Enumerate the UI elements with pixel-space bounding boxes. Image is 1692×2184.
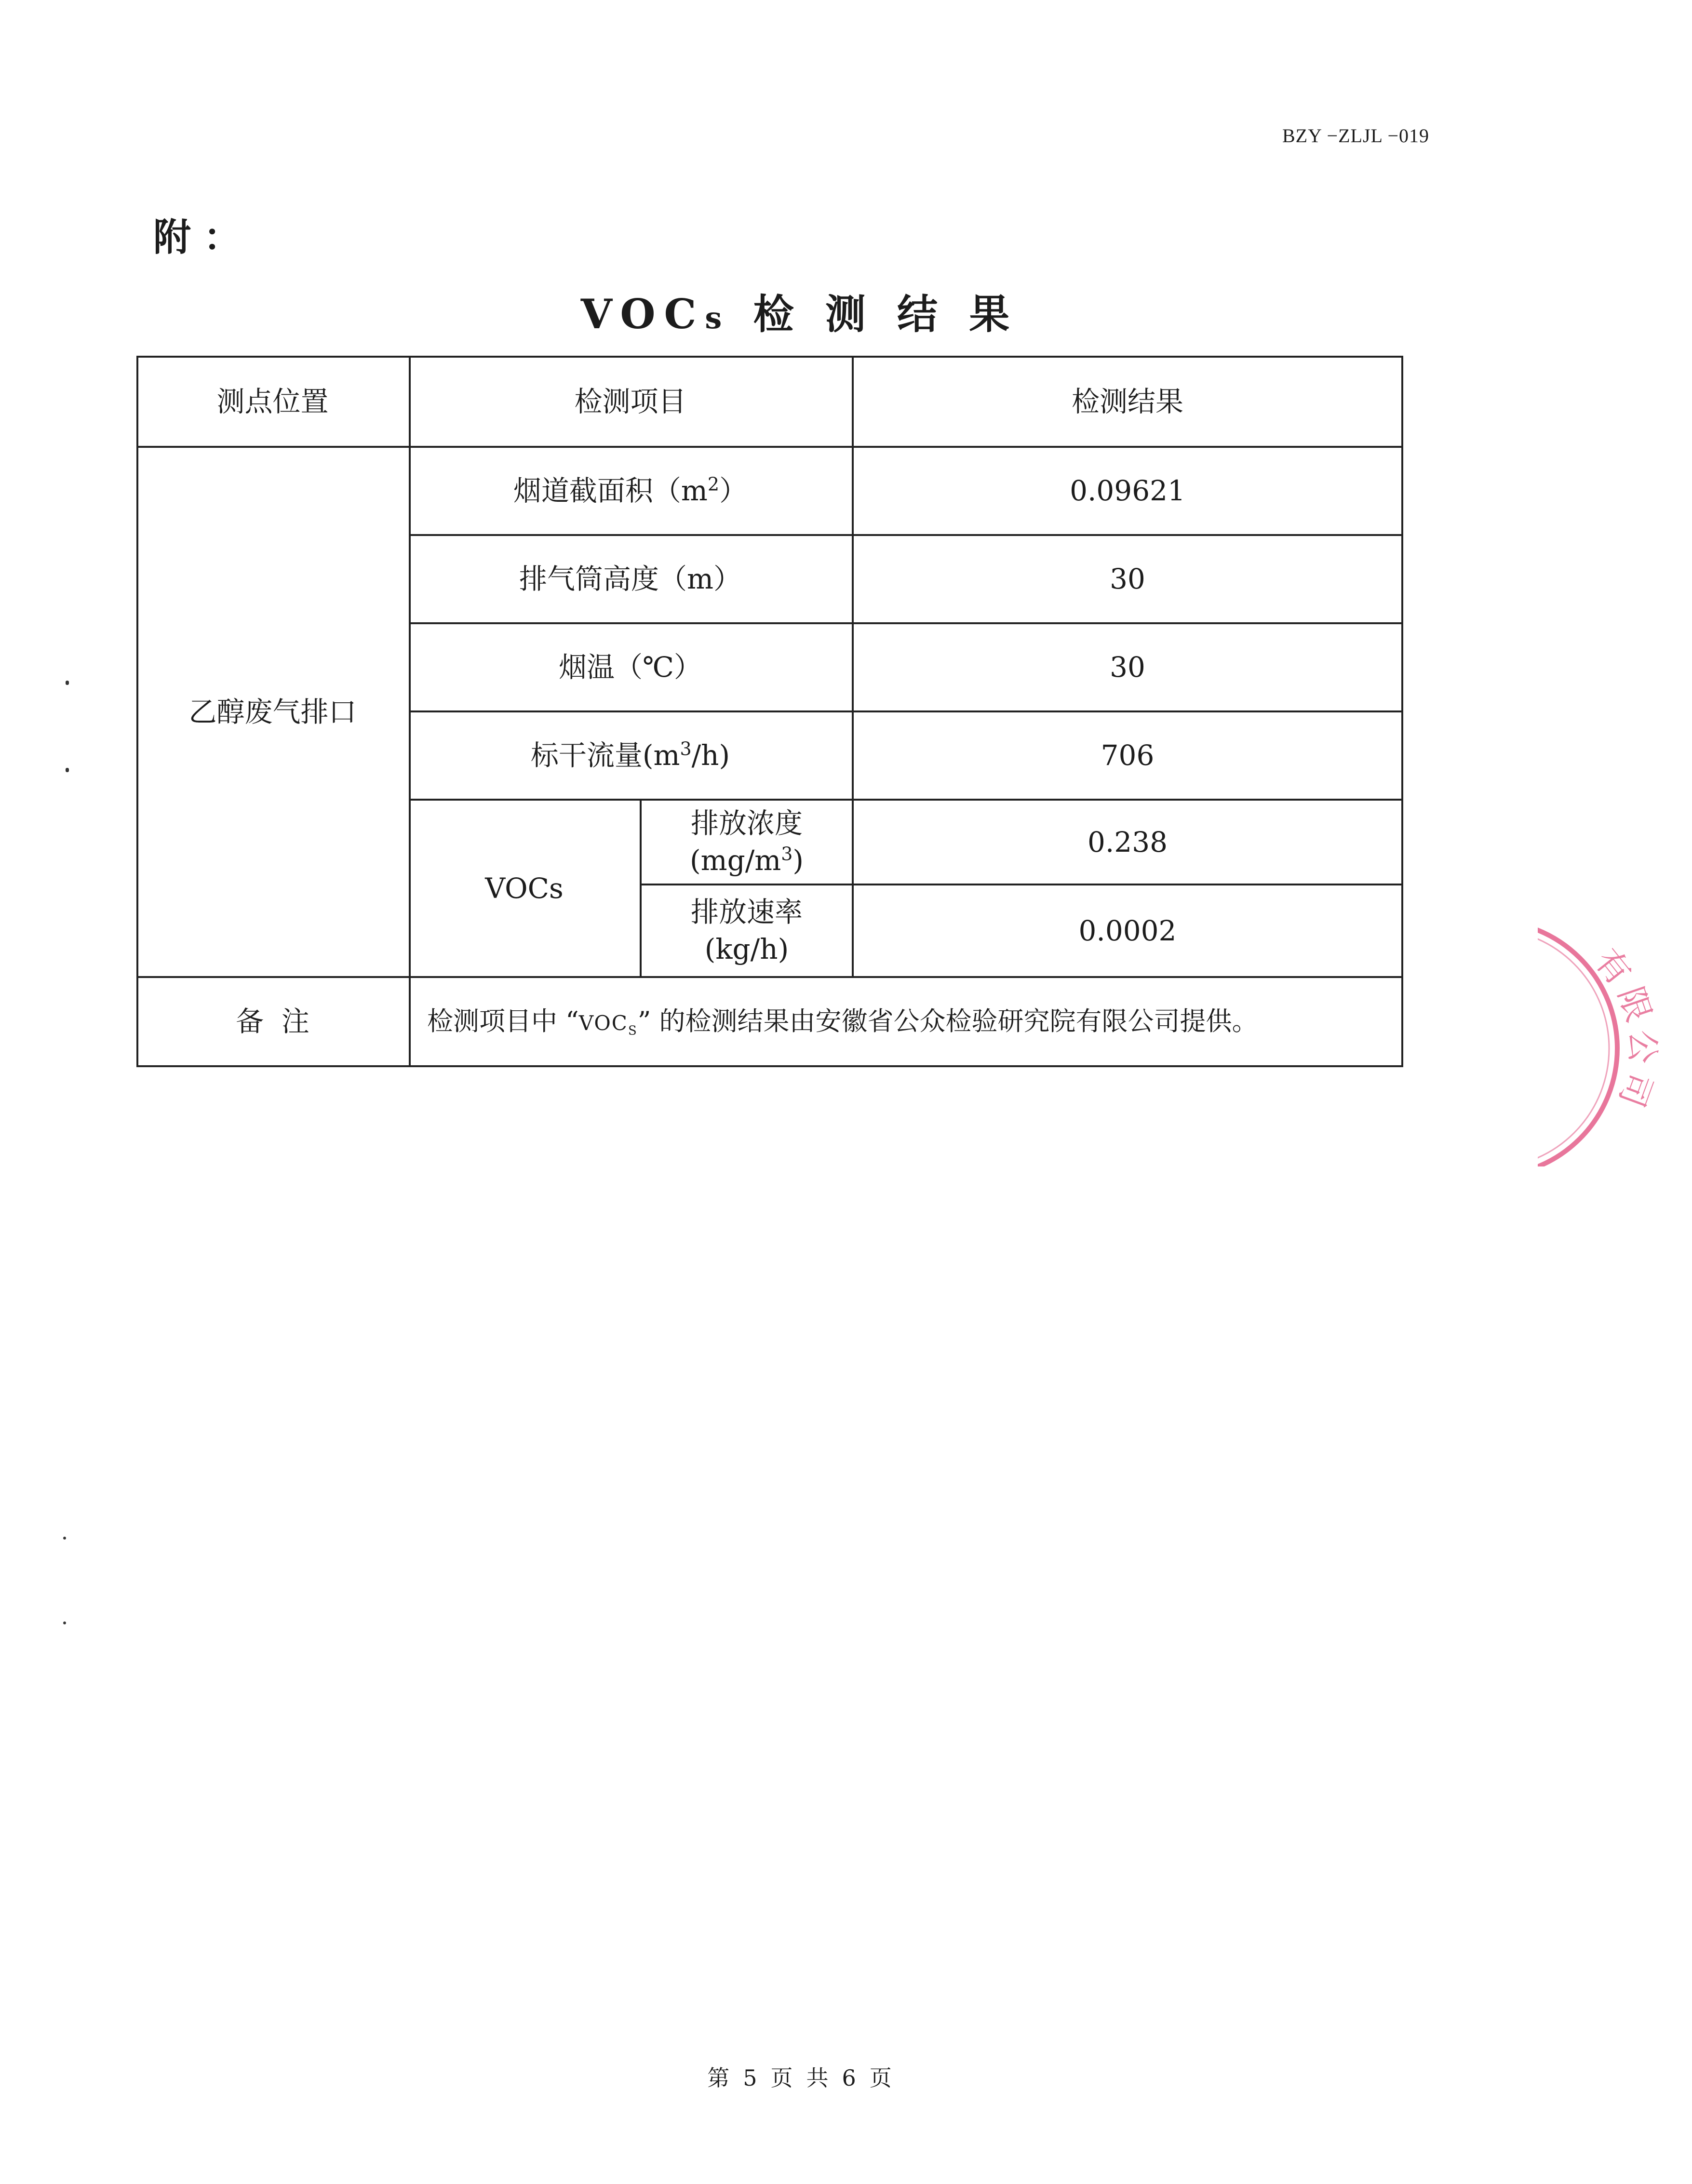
location-cell: 乙醇废气排口	[188, 695, 357, 728]
page-title	[0, 282, 1599, 340]
seal-text: 有限公司	[1587, 941, 1663, 1118]
table-border-bottom	[136, 1065, 1403, 1067]
item-flue-temp: 烟温（℃）	[559, 651, 702, 684]
vocs-label: VOCs	[485, 871, 564, 905]
item-line1: 排放浓度	[690, 807, 803, 840]
remarks-voc-sub: S	[628, 1023, 638, 1038]
item-line2: (mg/m	[689, 844, 781, 877]
page-footer	[0, 2061, 1599, 2092]
item-flow-rate	[409, 712, 852, 799]
item-line1: 排放速率	[690, 896, 803, 929]
header-item: 检测项目	[574, 385, 686, 418]
item-emission-concentration	[642, 801, 852, 884]
remarks-text	[411, 978, 1401, 1065]
footer-page-num: 5	[743, 2065, 757, 2091]
item-tail: /h)	[691, 739, 730, 772]
header-result: 检测结果	[1071, 385, 1183, 418]
header-location: 测点位置	[216, 385, 329, 418]
scan-speck	[66, 681, 69, 685]
svg-text:有限公司	[1587, 941, 1663, 1118]
document-code: BZY −ZLJL −019	[1282, 125, 1430, 147]
scan-speck	[63, 1537, 66, 1540]
result-stack-height: 30	[1110, 563, 1145, 596]
result-emission-rate: 0.0002	[1078, 914, 1177, 947]
scan-speck	[66, 768, 69, 772]
footer-total-label: 页	[869, 2065, 892, 2091]
result-flue-temp: 30	[1110, 651, 1145, 684]
item-sup: 3	[781, 843, 793, 865]
remarks-label: 备 注	[236, 1005, 309, 1038]
item-text: 标干流量(m	[530, 739, 680, 772]
item-line2: (kg/h)	[704, 933, 789, 965]
appendix-label: 附：	[153, 216, 254, 259]
remarks-voc: VOC	[578, 1011, 628, 1035]
result-cross-section: 0.09621	[1070, 474, 1185, 508]
item-sup: 3	[680, 738, 692, 760]
title-sub: s	[705, 300, 731, 335]
company-seal	[1538, 925, 1692, 1166]
footer-total-num: 6	[842, 2065, 856, 2091]
item-stack-height: 排气筒高度（m）	[519, 563, 741, 596]
item-tail: ）	[719, 474, 748, 508]
remarks-text-before: 检测项目中 “	[427, 1006, 579, 1037]
item-emission-rate	[642, 885, 852, 976]
result-emission-concentration: 0.238	[1087, 825, 1168, 858]
title-main: VOC	[580, 290, 705, 338]
item-cross-section	[409, 448, 852, 534]
scan-speck	[63, 1621, 66, 1624]
footer-total-word: 共	[806, 2065, 829, 2091]
item-text: 烟道截面积（m	[513, 474, 708, 508]
title-rest: 检 测 结 果	[730, 290, 1019, 338]
item-line2-tail: )	[792, 844, 804, 877]
remarks-text-after: ” 的检测结果由安徽省公众检验研究院有限公司提供。	[637, 1006, 1258, 1037]
item-sup: 2	[707, 473, 720, 495]
footer-page-word: 第	[707, 2065, 730, 2091]
footer-page-label: 页	[770, 2065, 793, 2091]
result-flow-rate: 706	[1101, 739, 1155, 772]
